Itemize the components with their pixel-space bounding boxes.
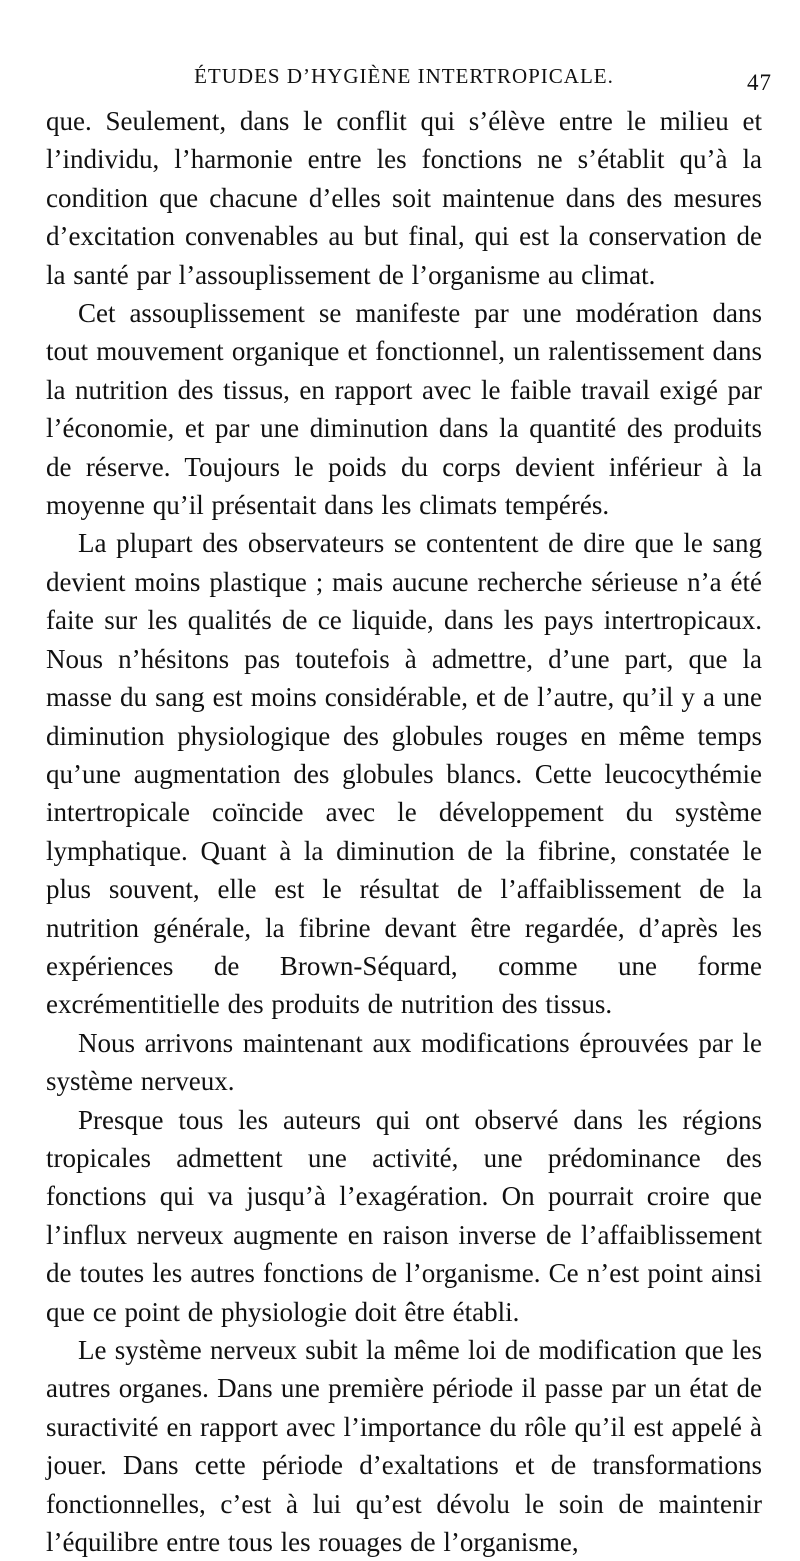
paragraph: Presque tous les auteurs qui ont observé dans les régions tropicales admettent une activité, une prédominance des fonctions qui va jusqu’à l’exagération. On pourrait croire que l’influx nerveux augmente en raison inverse de l’affaiblissement de toutes les autres fonctions de l’organisme. Ce n’est point ainsi que ce point de physiologie doit être établi. xyxy=(46,1104,762,1327)
paragraph-continuation: que. Seulement, dans le conflit qui s’élève entre le milieu et l’individu, l’harmonie entre les fonctions ne s’établit qu’à la condition que chacune d’elles soit maintenue dans des mesures d’excitation convenables au but final, qui est la conservation de la santé par l’assouplissement de l’organisme au climat. xyxy=(46,106,762,290)
page-number: 47 xyxy=(747,70,772,95)
paragraph: Cet assouplissement se manifeste par une modération dans tout mouvement organique et fonctionnel, un ralentissement dans la nutrition des tissus, en rapport avec le faible travail exigé par l’économie, et par une diminution dans la quantité des produits de réserve. Toujours le poids du corps devient inférieur à la moyenne qu’il présentait dans les climats tempérés. xyxy=(46,298,762,521)
paragraph: Nous arrivons maintenant aux modifications éprouvées par le système nerveux. xyxy=(46,1027,762,1097)
running-head xyxy=(46,58,772,102)
paragraph: Le système nerveux subit la même loi de modification que les autres organes. Dans une première période il passe par un état de suractivité en rapport avec l’importance du rôle qu’il est appelé à jouer. Dans cette période d’exaltations et de transformations fonctionnelles, c’est à lui qu’est dévolu le soin de maintenir l’équilibre entre tous les rouages de l’organisme, xyxy=(46,1335,762,1558)
paragraph: La plupart des observateurs se contentent de dire que le sang devient moins plastique ; mais aucune recherche sérieuse n’a été faite sur les qualités de ce liquide, dans les pays intertropicaux. Nous n’hésitons pas toutefois à admettre, d’une part, que la masse du sang est moins considérable, et de l’autre, qu’il y a une diminution physiologique des globules rouges en même temps qu’une augmentation des globules blancs. Cette leucocythémie intertropicale coïncide avec le développement du système lymphatique. Quant à la diminution de la fibrine, constatée le plus souvent, elle est le résultat de l’affaiblissement de la nutrition générale, la fibrine devant être regardée, d’après les expériences de Brown-Séquard, comme une forme excrémentitielle des produits de nutrition des tissus. xyxy=(46,528,762,1020)
body-text xyxy=(46,102,762,1561)
running-title: ÉTUDES D’HYGIÈNE INTERTROPICALE. xyxy=(194,64,614,88)
book-page xyxy=(46,58,772,1561)
